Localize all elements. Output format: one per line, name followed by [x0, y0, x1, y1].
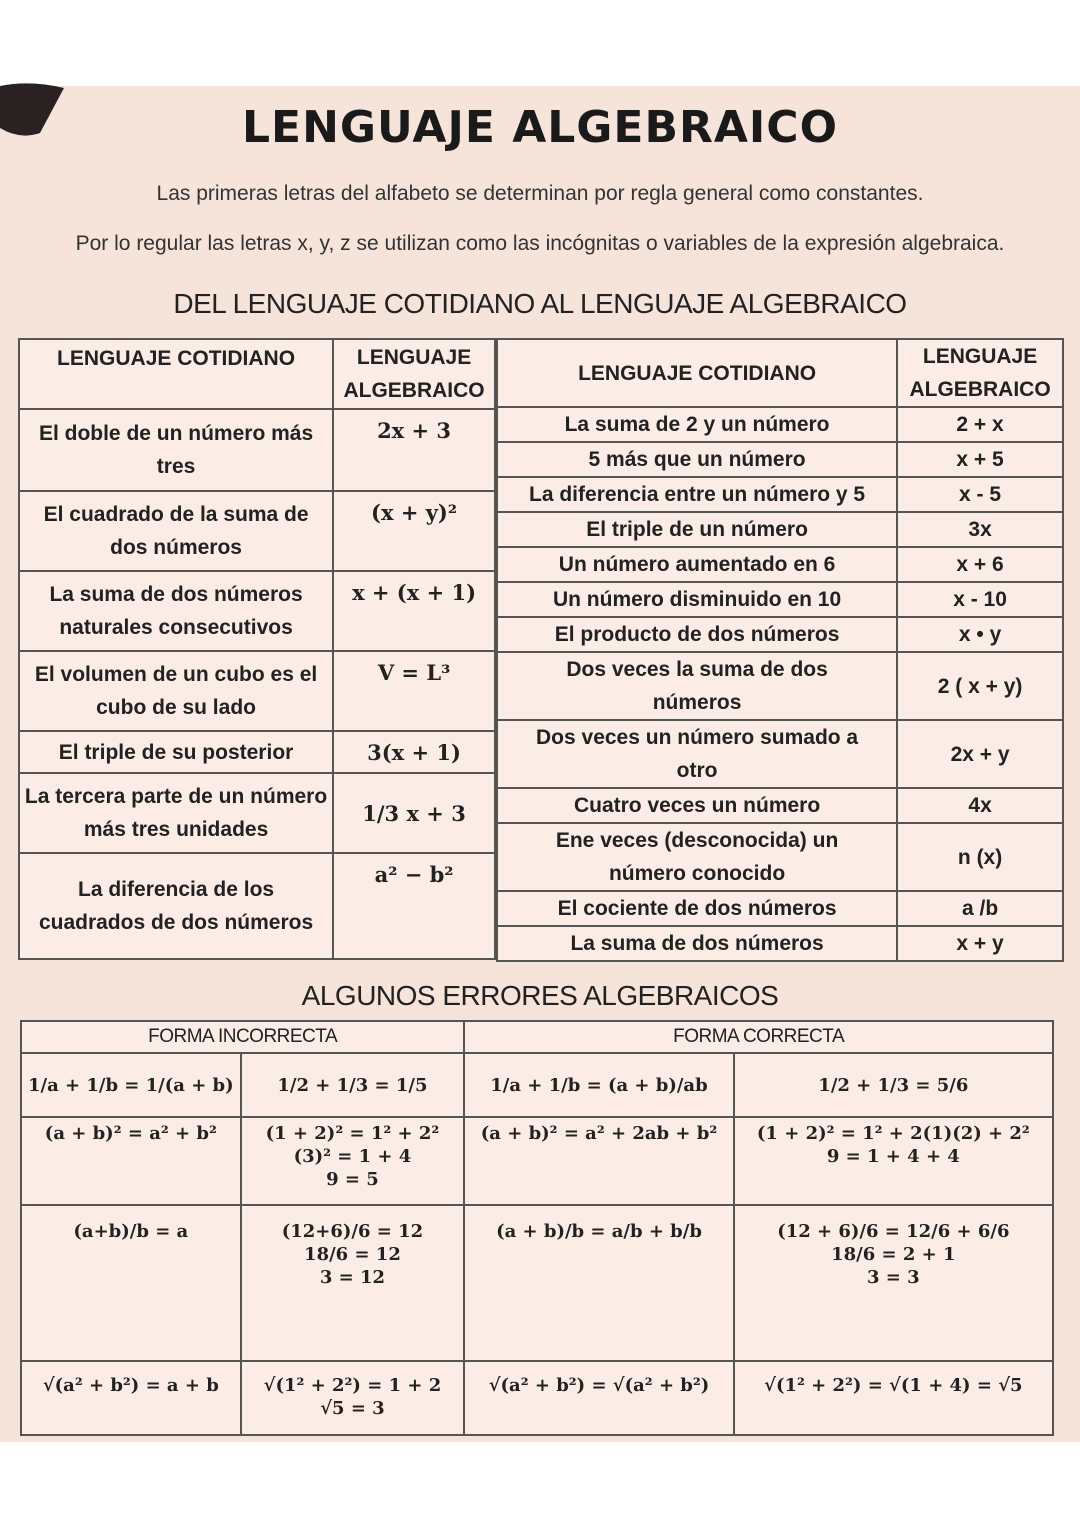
algebraico-cell: 2 ( x + y) — [897, 652, 1063, 720]
incorrect-example-cell: (1 + 2)² = 1² + 2² (3)² = 1 + 4 9 = 5 — [241, 1117, 465, 1205]
left-translation-table — [18, 338, 496, 960]
cotidiano-cell: Dos veces la suma de dos números — [497, 652, 897, 720]
cotidiano-cell: El triple de su posterior — [19, 731, 333, 773]
cotidiano-cell: La suma de dos números naturales consecutivos — [19, 571, 333, 651]
algebraico-cell: x + 6 — [897, 547, 1063, 582]
correct-rule-cell: 1/a + 1/b = (a + b)/ab — [464, 1053, 733, 1117]
correct-example-cell: (1 + 2)² = 1² + 2(1)(2) + 2² 9 = 1 + 4 + 4 — [734, 1117, 1053, 1205]
cotidiano-cell: Un número aumentado en 6 — [497, 547, 897, 582]
correct-rule-cell: √(a² + b²) = √(a² + b²) — [464, 1361, 733, 1435]
correct-rule-cell: (a + b)/b = a/b + b/b — [464, 1205, 733, 1361]
cotidiano-cell: El cociente de dos números — [497, 891, 897, 926]
cotidiano-cell: El doble de un número más tres — [19, 409, 333, 491]
cotidiano-cell: El producto de dos números — [497, 617, 897, 652]
cotidiano-cell: Ene veces (desconocida) un número conocido — [497, 823, 897, 891]
incorrect-example-cell: √(1² + 2²) = 1 + 2 √5 = 3 — [241, 1361, 465, 1435]
page-title: LENGUAJE ALGEBRAICO — [241, 102, 838, 153]
algebraico-cell: 2 + x — [897, 407, 1063, 442]
algebraico-cell: 1/3 x + 3 — [333, 773, 495, 853]
algebraico-cell: x + y — [897, 926, 1063, 961]
right-translation-table — [496, 338, 1064, 962]
algebraico-cell: a /b — [897, 891, 1063, 926]
algebraico-cell: 4x — [897, 788, 1063, 823]
algebraico-cell: x - 5 — [897, 477, 1063, 512]
cotidiano-cell: El cuadrado de la suma de dos números — [19, 491, 333, 571]
errors-table — [20, 1020, 1054, 1436]
algebraico-cell: 3x — [897, 512, 1063, 547]
table-header: LENGUAJE COTIDIANO — [19, 339, 333, 409]
intro-text-1: Las primeras letras del alfabeto se determinan por regla general como constantes. — [156, 182, 924, 205]
cotidiano-cell: El volumen de un cubo es el cubo de su lado — [19, 651, 333, 731]
section-title-lenguaje: DEL LENGUAJE COTIDIANO AL LENGUAJE ALGEBRAICO — [173, 288, 907, 319]
cotidiano-cell: La tercera parte de un número más tres unidades — [19, 773, 333, 853]
correct-rule-cell: (a + b)² = a² + 2ab + b² — [464, 1117, 733, 1205]
cotidiano-cell: La diferencia de los cuadrados de dos números — [19, 853, 333, 959]
algebraico-cell: x • y — [897, 617, 1063, 652]
algebraico-cell: x + 5 — [897, 442, 1063, 477]
cotidiano-cell: Cuatro veces un número — [497, 788, 897, 823]
cotidiano-cell: Dos veces un número sumado a otro — [497, 720, 897, 788]
algebraico-cell: x - 10 — [897, 582, 1063, 617]
table-header: LENGUAJE ALGEBRAICO — [897, 339, 1063, 407]
algebraico-cell: V = L³ — [333, 651, 495, 731]
incorrect-rule-cell: 1/a + 1/b = 1/(a + b) — [21, 1053, 241, 1117]
cotidiano-cell: El triple de un número — [497, 512, 897, 547]
correct-example-cell: √(1² + 2²) = √(1 + 4) = √5 — [734, 1361, 1053, 1435]
incorrect-example-cell: (12+6)/6 = 12 18/6 = 12 3 = 12 — [241, 1205, 465, 1361]
table-header: LENGUAJE COTIDIANO — [497, 339, 897, 407]
section-title-errores: ALGUNOS ERRORES ALGEBRAICOS — [301, 980, 779, 1011]
incorrect-rule-cell: (a+b)/b = a — [21, 1205, 241, 1361]
algebraico-cell: 2x + y — [897, 720, 1063, 788]
incorrect-rule-cell: √(a² + b²) = a + b — [21, 1361, 241, 1435]
cotidiano-cell: La suma de dos números — [497, 926, 897, 961]
algebraico-cell: n (x) — [897, 823, 1063, 891]
incorrect-example-cell: 1/2 + 1/3 = 1/5 — [241, 1053, 465, 1117]
cotidiano-cell: Un número disminuido en 10 — [497, 582, 897, 617]
table-header: FORMA CORRECTA — [464, 1021, 1053, 1053]
correct-example-cell: (12 + 6)/6 = 12/6 + 6/6 18/6 = 2 + 1 3 = 3 — [734, 1205, 1053, 1361]
algebraico-cell: a² − b² — [333, 853, 495, 959]
cotidiano-cell: 5 más que un número — [497, 442, 897, 477]
algebraico-cell: (x + y)² — [333, 491, 495, 571]
cotidiano-cell: La suma de 2 y un número — [497, 407, 897, 442]
table-header: LENGUAJE ALGEBRAICO — [333, 339, 495, 409]
correct-example-cell: 1/2 + 1/3 = 5/6 — [734, 1053, 1053, 1117]
table-header: FORMA INCORRECTA — [21, 1021, 464, 1053]
algebraico-cell: 2x + 3 — [333, 409, 495, 491]
intro-text-2: Por lo regular las letras x, y, z se utilizan como las incógnitas o variables de la expresión algebraica. — [75, 232, 1005, 255]
cotidiano-cell: La diferencia entre un número y 5 — [497, 477, 897, 512]
incorrect-rule-cell: (a + b)² = a² + b² — [21, 1117, 241, 1205]
algebraico-cell: 3(x + 1) — [333, 731, 495, 773]
algebraico-cell: x + (x + 1) — [333, 571, 495, 651]
